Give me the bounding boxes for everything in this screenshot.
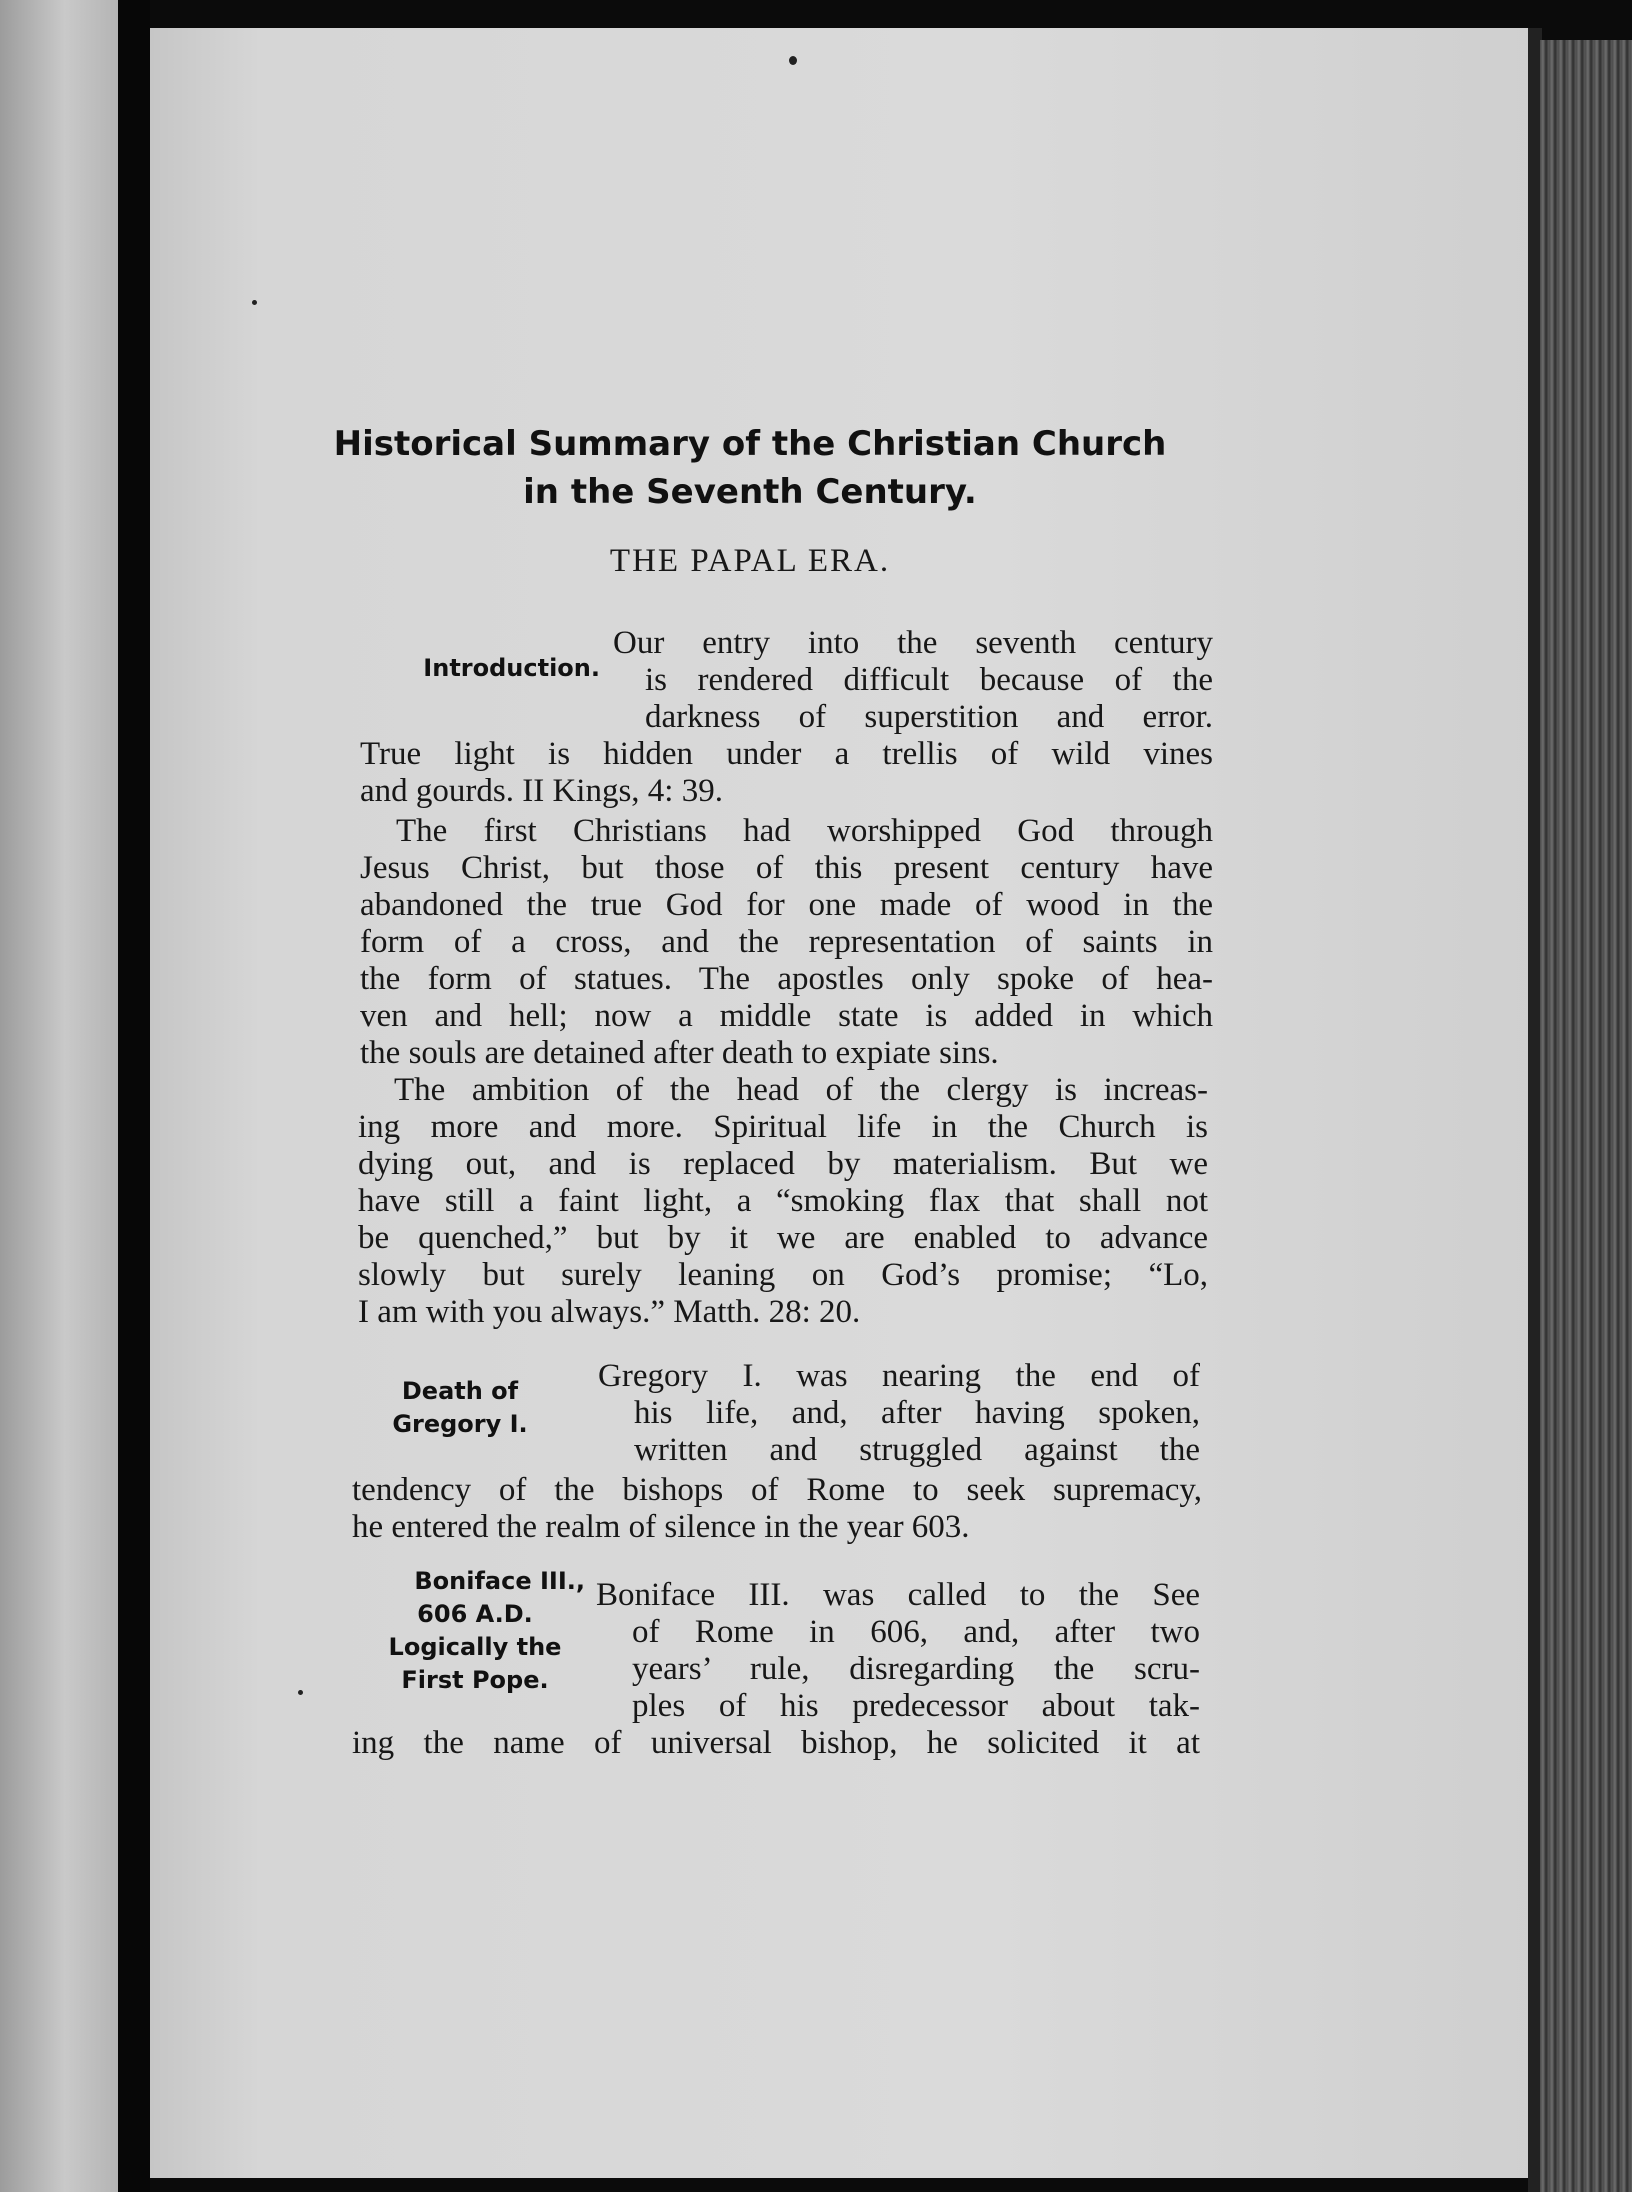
title-line-2: in the Seventh Century. bbox=[523, 472, 977, 512]
intro-paragraph bbox=[360, 736, 1213, 810]
text-line: of Rome in 606, and, after two bbox=[632, 1614, 1200, 1650]
text-line: ing the name of universal bishop, he solicited it at bbox=[352, 1725, 1200, 1761]
text-line: dying out, and is replaced by materialism. But we bbox=[358, 1146, 1208, 1182]
sidenote-line: First Pope. bbox=[401, 1666, 549, 1694]
title-line-1: Historical Summary of the Christian Church bbox=[333, 424, 1167, 464]
ink-speck bbox=[298, 1690, 303, 1695]
boniface-indent-block bbox=[596, 1577, 1200, 1725]
sidenote-line: 606 A.D. bbox=[417, 1600, 533, 1628]
sidenote-line: Logically the bbox=[388, 1633, 562, 1661]
paragraph-first-christians bbox=[360, 813, 1213, 1072]
text-line: darkness of superstition and error. bbox=[645, 699, 1213, 735]
text-line: abandoned the true God for one made of wood in the bbox=[360, 887, 1213, 923]
section-subtitle: THE PAPAL ERA. bbox=[609, 543, 891, 579]
book-gutter bbox=[118, 0, 150, 2192]
text-line: ing more and more. Spiritual life in the Church is bbox=[358, 1109, 1208, 1145]
sidenote-text: Introduction. bbox=[423, 654, 600, 682]
text-line: True light is hidden under a trellis of wild vines bbox=[360, 736, 1213, 772]
text-line: have still a faint light, a “smoking flax that shall not bbox=[358, 1183, 1208, 1219]
sidenote-line: Death of bbox=[401, 1377, 519, 1405]
text-line: tendency of the bishops of Rome to seek supremacy, bbox=[352, 1472, 1202, 1508]
fore-edge-stack bbox=[1540, 40, 1632, 2192]
sidenote-line: Boniface III., bbox=[414, 1567, 585, 1595]
ink-speck bbox=[789, 56, 797, 65]
text-line: his life, and, after having spoken, bbox=[634, 1395, 1200, 1431]
text-line: and gourds. II Kings, 4: 39. bbox=[360, 773, 723, 809]
text-line: is rendered difficult because of the bbox=[645, 662, 1213, 698]
text-line: The first Christians had worshipped God through bbox=[396, 813, 1213, 849]
text-line: written and struggled against the bbox=[634, 1432, 1200, 1468]
ink-speck bbox=[252, 300, 257, 305]
text-line: Our entry into the seventh century bbox=[613, 625, 1213, 661]
facing-page-edge bbox=[0, 0, 118, 2192]
text-line: form of a cross, and the representation of saints in bbox=[360, 924, 1213, 960]
boniface-paragraph bbox=[352, 1725, 1200, 1762]
sidenote-boniface bbox=[365, 1565, 585, 1697]
text-line: he entered the realm of silence in the year 603. bbox=[352, 1509, 970, 1545]
text-line: ples of his predecessor about tak- bbox=[632, 1688, 1200, 1724]
text-line: I am with you always.” Matth. 28: 20. bbox=[358, 1294, 861, 1330]
chapter-title bbox=[250, 420, 1250, 516]
text-line: years’ rule, disregarding the scru- bbox=[632, 1651, 1200, 1687]
text-line: be quenched,” but by it we are enabled to advance bbox=[358, 1220, 1208, 1256]
text-line: Jesus Christ, but those of this present century have bbox=[360, 850, 1213, 886]
text-line: Boniface III. was called to the See bbox=[596, 1577, 1200, 1613]
text-line: The ambition of the head of the clergy is increas- bbox=[394, 1072, 1208, 1108]
text-line: ven and hell; now a middle state is added in which bbox=[360, 998, 1213, 1034]
sidenote-introduction bbox=[370, 652, 600, 685]
text-line: the souls are detained after death to expiate sins. bbox=[360, 1035, 999, 1071]
paragraph-ambition bbox=[358, 1072, 1208, 1331]
sidenote-death-of-gregory bbox=[370, 1375, 550, 1441]
sidenote-line: Gregory I. bbox=[392, 1410, 528, 1438]
text-line: slowly but surely leaning on God’s promise; “Lo, bbox=[358, 1257, 1208, 1293]
gregory-paragraph bbox=[352, 1472, 1202, 1546]
text-line: the form of statues. The apostles only spoke of hea- bbox=[360, 961, 1213, 997]
intro-indent-block bbox=[613, 625, 1213, 736]
gregory-indent-block bbox=[598, 1358, 1200, 1469]
text-line: Gregory I. was nearing the end of bbox=[598, 1358, 1200, 1394]
